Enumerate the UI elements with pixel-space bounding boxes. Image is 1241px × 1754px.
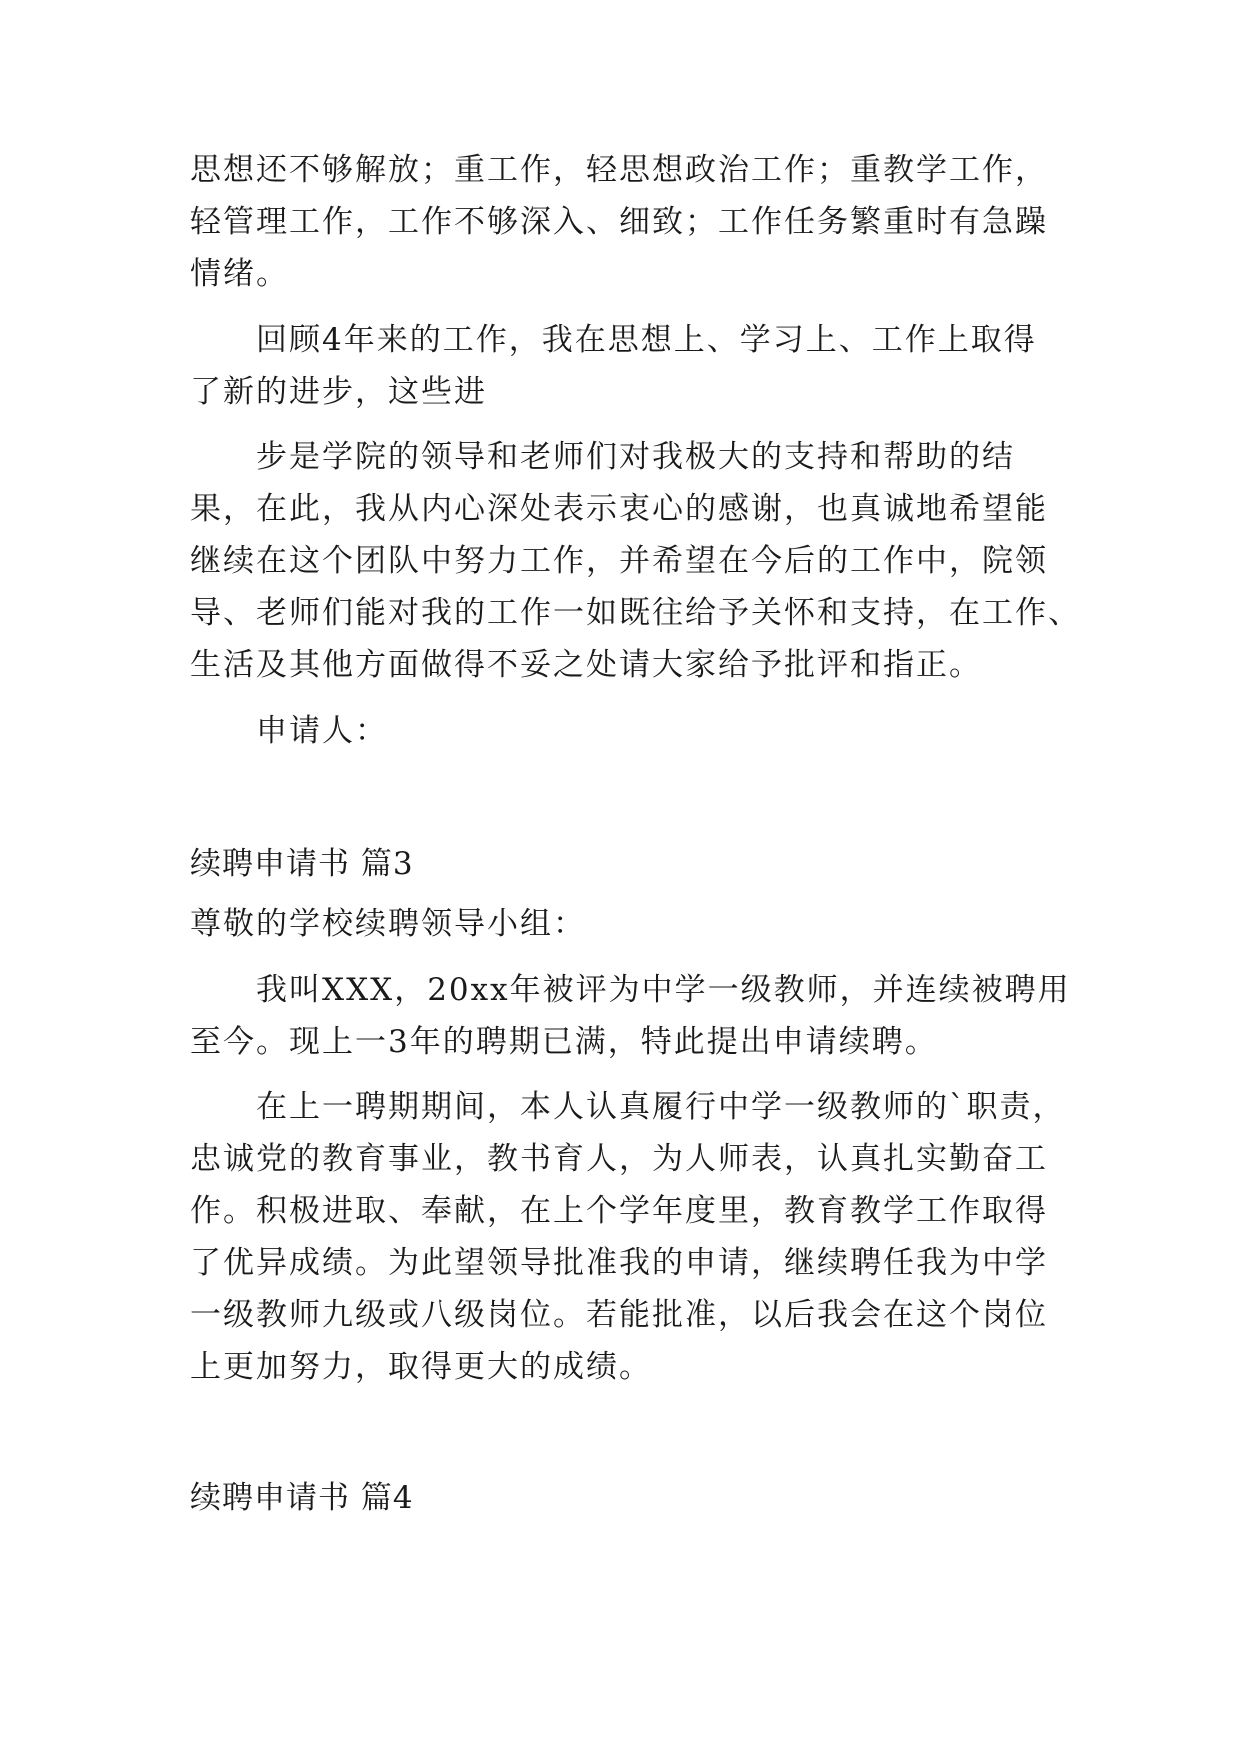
paragraph-line: 忠诚党的教育事业，教书育人，为人师表，认真扎实勤奋工 — [190, 1141, 1048, 1177]
paragraph-line: 一级教师九级或八级岗位。若能批准，以后我会在这个岗位 — [190, 1297, 1048, 1333]
salutation: 尊敬的学校续聘领导小组： — [190, 906, 586, 942]
paragraph-line: 回顾4年来的工作，我在思想上、学习上、工作上取得 — [256, 322, 1037, 358]
section-heading: 续聘申请书 篇4 — [190, 1480, 414, 1516]
paragraph-line: 情绪。 — [190, 256, 289, 292]
paragraph-line: 生活及其他方面做得不妥之处请大家给予批评和指正。 — [190, 647, 982, 683]
section-heading: 续聘申请书 篇3 — [190, 846, 414, 882]
paragraph-line: 步是学院的领导和老师们对我极大的支持和帮助的结 — [256, 439, 1015, 475]
applicant-label: 申请人： — [256, 713, 388, 749]
paragraph-line: 了优异成绩。为此望领导批准我的申请，继续聘任我为中学 — [190, 1245, 1048, 1281]
paragraph-line: 轻管理工作，工作不够深入、细致；工作任务繁重时有急躁 — [190, 204, 1048, 240]
paragraph-line: 了新的进步，这些进 — [190, 374, 487, 410]
paragraph-line: 我叫XXX，20xx年被评为中学一级教师，并连续被聘用 — [256, 972, 1071, 1008]
paragraph-line: 继续在这个团队中努力工作，并希望在今后的工作中，院领 — [190, 543, 1048, 579]
paragraph-line: 在上一聘期期间，本人认真履行中学一级教师的`职责， — [256, 1089, 1066, 1125]
paragraph-line: 果，在此，我从内心深处表示衷心的感谢，也真诚地希望能 — [190, 491, 1048, 527]
paragraph-line: 上更加努力，取得更大的成绩。 — [190, 1349, 652, 1385]
paragraph-line: 思想还不够解放；重工作，轻思想政治工作；重教学工作， — [190, 152, 1048, 188]
paragraph-line: 至今。现上一3年的聘期已满，特此提出申请续聘。 — [190, 1024, 938, 1060]
paragraph-line: 导、老师们能对我的工作一如既往给予关怀和支持，在工作、 — [190, 595, 1081, 631]
paragraph-line: 作。积极进取、奉献，在上个学年度里，教育教学工作取得 — [190, 1193, 1048, 1229]
